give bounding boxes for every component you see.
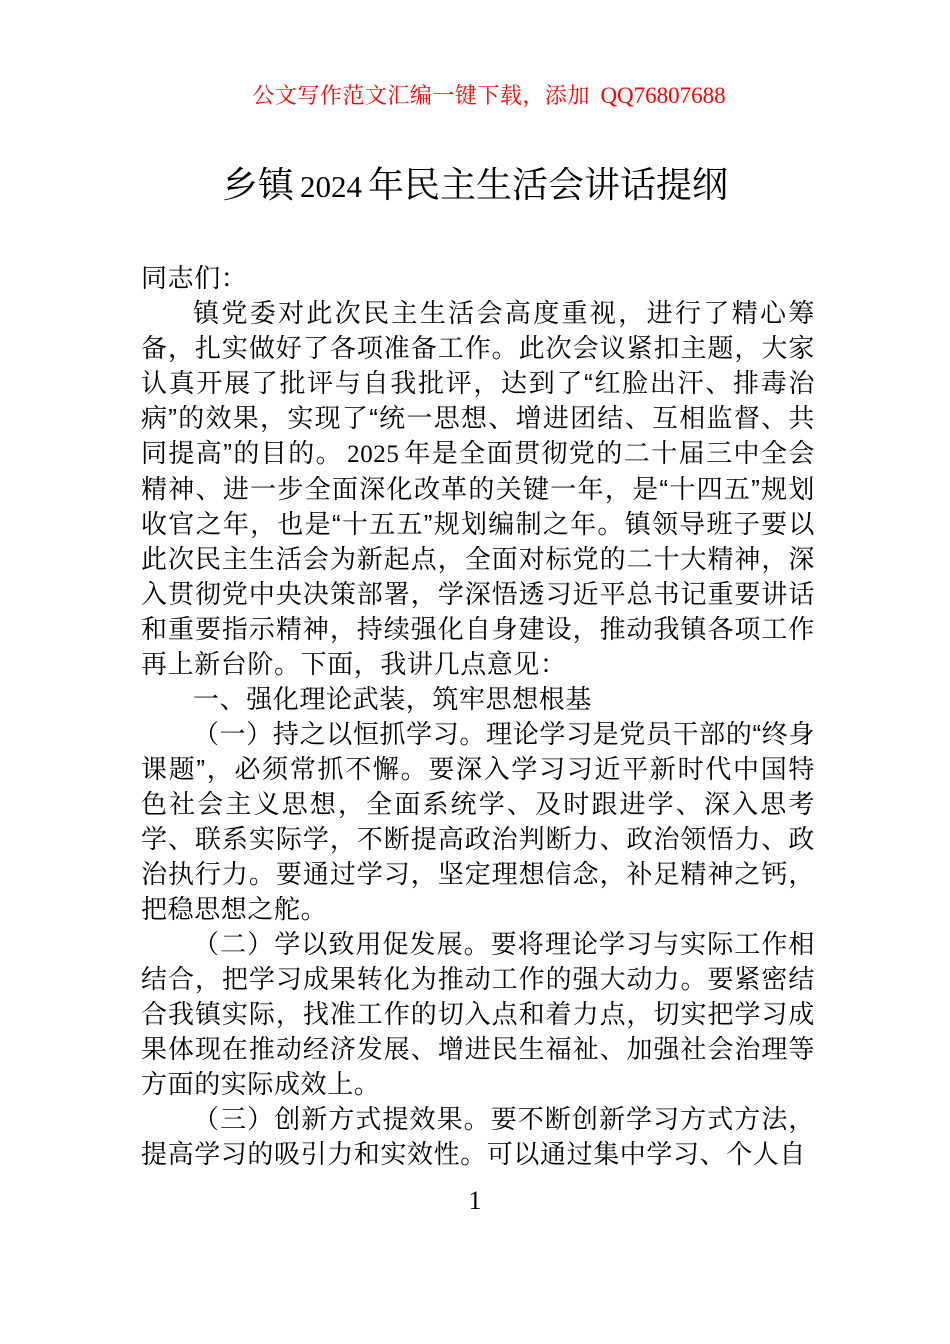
subsection-1-1-paragraph: （一）持之以恒抓学习。理论学习是党员干部的“终身课题”，必须常抓不懈。要深入学习习近平新时代中国特色社会主义思想，全面系统学、及时跟进学、深入思考学、联系实际学，不断提高政治判断力、政治领悟力、政治执行力。要通过学习，坚定理想信念，补足精神之钙，把稳思想之舵。	[141, 719, 815, 924]
subsection-1-3-paragraph: （三）创新方式提效果。要不断创新学习方式方法，提高学习的吸引力和实效性。可以通过集中学习、个人自	[141, 1104, 815, 1169]
subsection-1-2-paragraph: （二）学以致用促发展。要将理论学习与实际工作相结合，把学习成果转化为推动工作的强大动力。要紧密结合我镇实际，找准工作的切入点和着力点，切实把学习成果体现在推动经济发展、增进民生福祉、加强社会治理等方面的实际成效上。	[141, 929, 815, 1099]
document-title: 乡镇 2024 年民主生活会讲话提纲	[221, 164, 729, 205]
latin-run: QQ76807688	[600, 83, 726, 108]
page-number: 1	[468, 1186, 482, 1215]
salutation: 同志们：	[141, 263, 248, 293]
section-1-heading: 一、强化理论武装，筑牢思想根基	[193, 684, 593, 714]
intro-paragraph: 镇党委对此次民主生活会高度重视，进行了精心筹备，扎实做好了各项准备工作。此次会议紧扣主题，大家认真开展了批评与自我批评，达到了“红脸出汗、排毒治病”的效果，实现了“统一思想、增进团结、互相监督、共同提高”的目的。 2025 年是全面贯彻党的二十届三中全会精神、进一步全面深化改革的关键一年，是“十四五”规划收官之年，也是“十五五”规划编制之年。镇领导班子要以此次民主生活会为新起点，全面对标党的二十大精神，深入贯彻党中央决策部署，学深悟透习近平总书记重要讲话和重要指示精神，持续强化自身建设，推动我镇各项工作再上新台阶。下面，我讲几点意见：	[141, 298, 815, 679]
latin-run: 2025	[347, 441, 400, 468]
latin-run: 2024	[300, 169, 362, 204]
header-promo-notice: 公文写作范文汇编一键下载，添加 QQ76807688	[252, 83, 726, 108]
document-body	[141, 261, 815, 1172]
